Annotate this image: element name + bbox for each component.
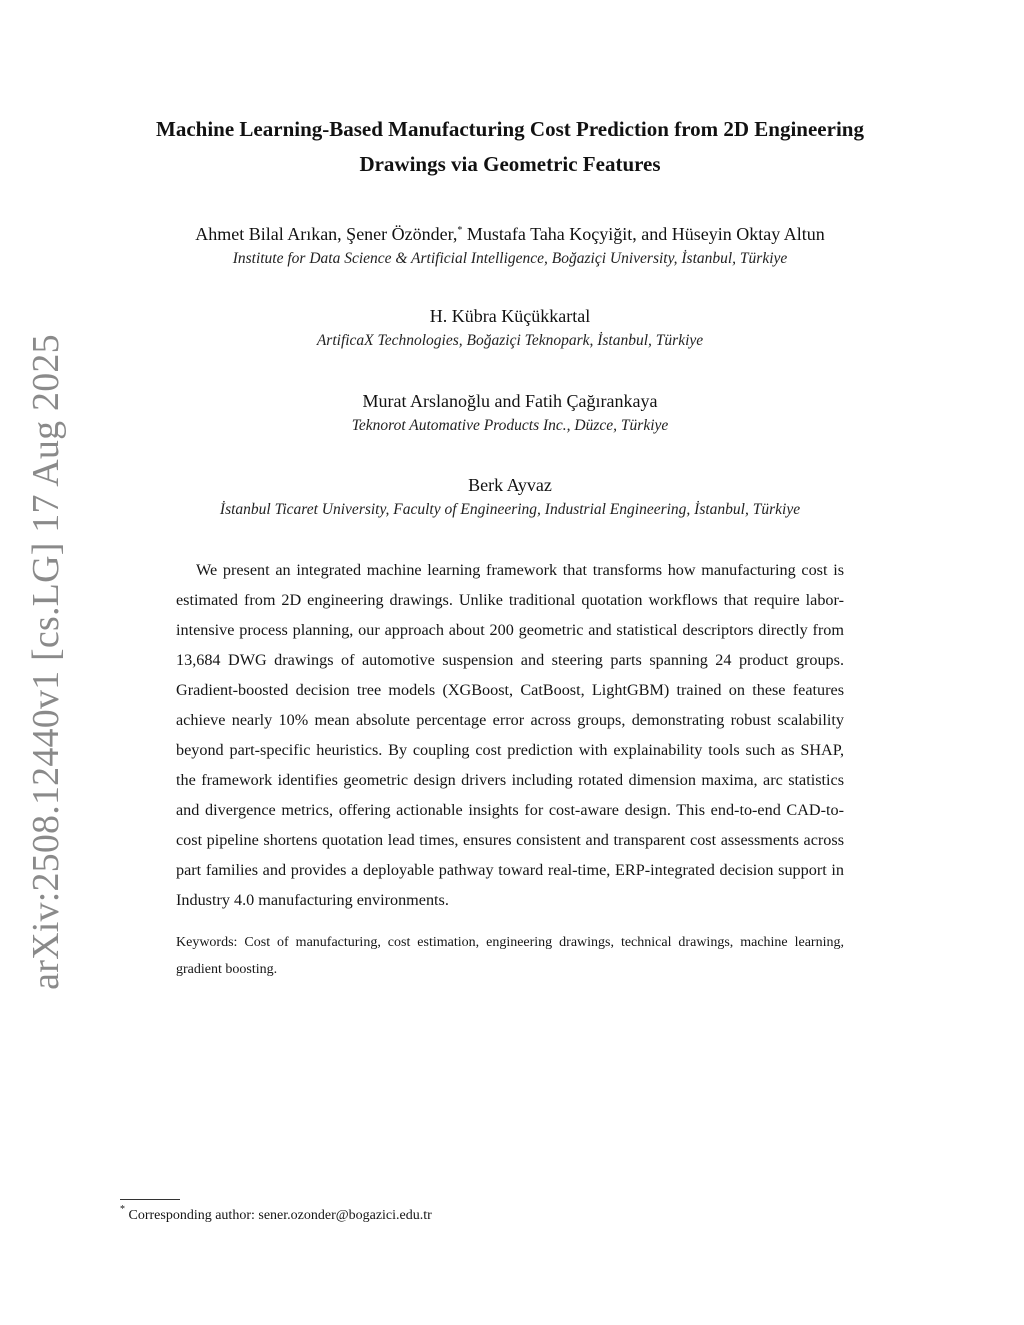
author-affiliation: ArtificaX Technologies, Boğaziçi Teknopark, İstanbul, Türkiye [316,332,704,349]
author-affiliation: İstanbul Ticaret University, Faculty of Engineering, Industrial Engineering, İstanbul, Türkiye [219,501,801,518]
arxiv-identifier-stamp: arXiv:2508.12440v1 [cs.LG] 17 Aug 2025 [25,334,67,990]
author-affiliation: Institute for Data Science & Artificial Intelligence, Boğaziçi University, İstanbul, Türkiye [232,250,788,267]
author-names: Ahmet Bilal Arıkan, Şener Özönder,* Mustafa Taha Koçyiğit, and Hüseyin Oktay Altun [195,224,825,244]
title-line-1: Machine Learning-Based Manufacturing Cost Prediction from 2D Engineering [156,117,864,141]
author-names: Berk Ayvaz [468,475,552,495]
footnote-text: Corresponding author: sener.ozonder@bogazici.edu.tr [125,1208,432,1223]
author-group-1 [120,221,900,271]
keywords-label: Keywords: [176,935,238,950]
author-names: H. Kübra Küçükkartal [429,306,591,326]
paper-front-page [120,112,900,983]
abstract: We present an integrated machine learning framework that transforms how manufacturing cost is estimated from 2D engineering drawings. Unlike traditional quotation workflows that require labor-intensive process planning, our approach about 200 geometric and statistical descriptors directly from 13,684 DWG drawings of automotive suspension and steering parts spanning 24 product groups. Gradient-boosted decision tree models (XGBoost, CatBoost, LightGBM) trained on these features achieve nearly 10% mean absolute percentage error across groups, demonstrating robust scalability beyond part-specific heuristics. By coupling cost prediction with explainability tools such as SHAP, the framework identifies geometric design drivers including rotated dimension maxima, arc statistics and divergence metrics, offering actionable insights for cost-aware design. This end-to-end CAD-to-cost pipeline shortens quotation lead times, ensures consistent and transparent cost assessments across part families and provides a deployable pathway toward real-time, ERP-integrated decision support in Industry 4.0 manufacturing environments. [176,561,844,909]
author-group-4 [120,472,900,522]
keywords [176,929,844,983]
keywords-list: Cost of manufacturing, cost estimation, engineering drawings, technical drawings, machine learning, gradient boosting. [176,935,844,977]
author-group-3 [120,388,900,438]
author-group-2 [120,303,900,353]
corresponding-author-mark: * [457,225,463,236]
corresponding-author-footnote [120,1206,432,1226]
author-affiliation: Teknorot Automative Products Inc., Düzce, Türkiye [351,417,669,434]
footnote-divider [120,1199,180,1200]
paper-title [120,112,900,182]
footnote-mark: * [120,1204,125,1215]
title-line-2: Drawings via Geometric Features [359,152,661,176]
author-names: Murat Arslanoğlu and Fatih Çağırankaya [362,391,658,411]
